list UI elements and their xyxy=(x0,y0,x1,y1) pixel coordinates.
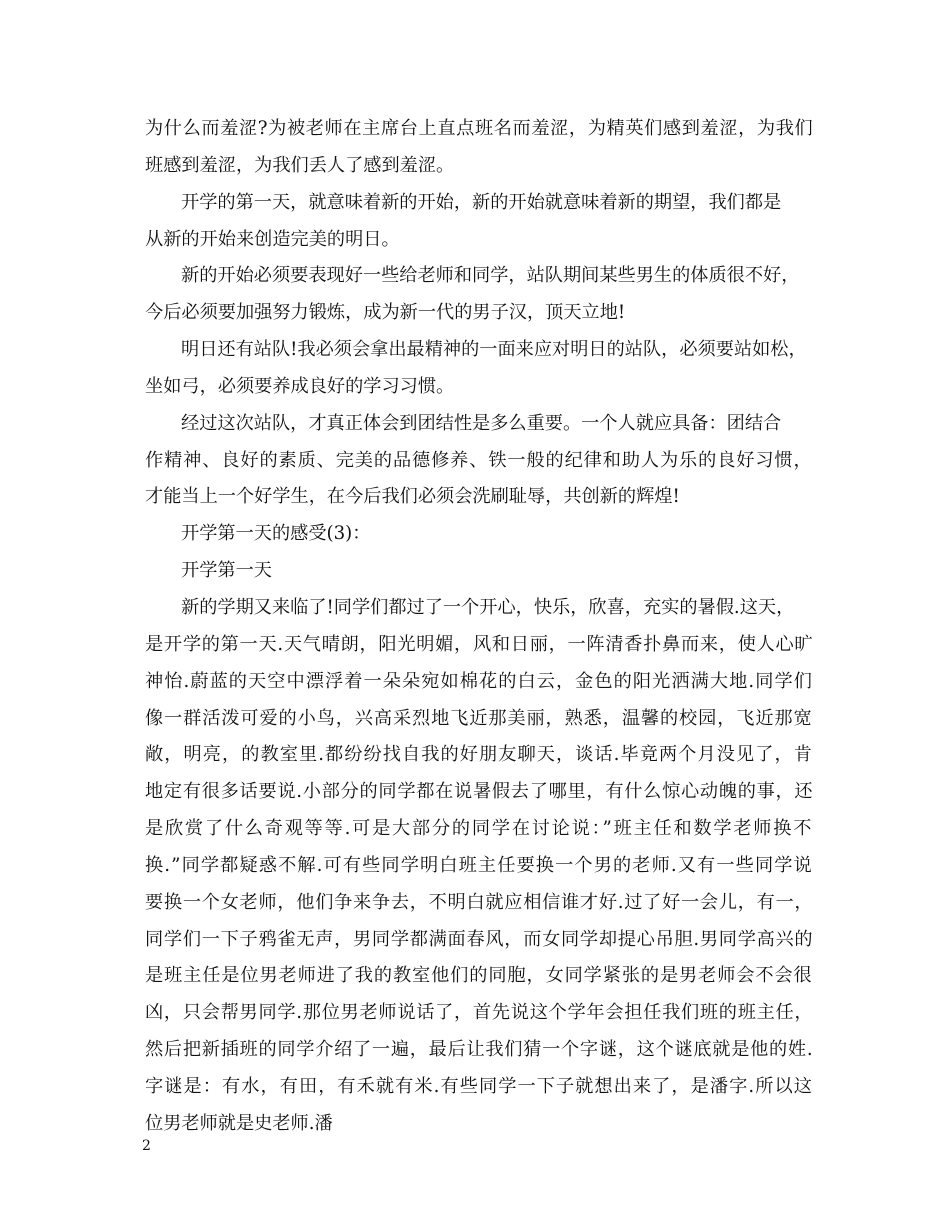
text-line: 新的学期又来临了!同学们都过了一个开心，快乐，欣喜，充实的暑假.这天， xyxy=(181,596,795,618)
text-line: 经过这次站队，才真正体会到团结性是多么重要。一个人就应具备：团结合 xyxy=(181,412,782,434)
text-line: 明日还有站队!我必须会拿出最精神的一面来应对明日的站队，必须要站如松， xyxy=(181,339,807,361)
text-line: 从新的开始来创造完美的明日。 xyxy=(145,228,400,250)
text-line: 像一群活泼可爱的小鸟，兴高采烈地飞近那美丽，熟悉，温馨的校园，飞近那宽 xyxy=(145,707,813,729)
body-text xyxy=(145,111,813,1143)
text-line: 同学们一下子鸦雀无声，男同学都满面春风，而女同学却提心吊胆.男同学高兴的 xyxy=(145,928,813,950)
text-line: 凶，只会帮男同学.那位男老师说话了，首先说这个学年会担任我们班的班主任， xyxy=(145,1002,813,1024)
text-line: 作精神、良好的素质、完美的品德修养、铁一般的纪律和助人为乐的良好习惯， xyxy=(145,449,813,471)
text-line: 地定有很多话要说.小部分的同学都在说暑假去了哪里，有什么惊心动魄的事，还 xyxy=(145,781,813,803)
page-number: 2 xyxy=(142,1138,151,1154)
text-line: 位男老师就是史老师.潘 xyxy=(145,1112,333,1134)
text-line: 开学第一天的感受(3)： xyxy=(181,523,371,545)
text-line: 是开学的第一天.天气晴朗，阳光明媚，风和日丽，一阵清香扑鼻而来，使人心旷 xyxy=(145,633,813,655)
text-line: 坐如弓，必须要养成良好的学习习惯。 xyxy=(145,375,455,397)
text-line: 班感到羞涩，为我们丢人了感到羞涩。 xyxy=(145,154,455,176)
text-line: 是欣赏了什么奇观等等.可是大部分的同学在讨论说：”班主任和数学老师换不 xyxy=(145,818,813,840)
text-line: 才能当上一个好学生，在今后我们必须会洗刷耻辱，共创新的辉煌! xyxy=(145,486,680,508)
text-line: 换.”同学都疑惑不解.可有些同学明白班主任要换一个男的老师.又有一些同学说 xyxy=(145,854,813,876)
text-line: 新的开始必须要表现好一些给老师和同学，站队期间某些男生的体质很不好， xyxy=(181,265,800,287)
text-line: 是班主任是位男老师进了我的教室他们的同胞，女同学紧张的是男老师会不会很 xyxy=(145,965,813,987)
text-line: 开学第一天 xyxy=(181,560,272,582)
text-line: 敞，明亮，的教室里.都纷纷找自我的好朋友聊天，谈话.毕竟两个月没见了，肯 xyxy=(145,744,813,766)
text-line: 字谜是：有水，有田，有禾就有米.有些同学一下子就想出来了，是潘字.所以这 xyxy=(145,1075,813,1097)
text-line: 为什么而羞涩?为被老师在主席台上直点班名而羞涩，为精英们感到羞涩，为我们 xyxy=(145,118,813,139)
text-line: 然后把新插班的同学介绍了一遍，最后让我们猜一个字谜，这个谜底就是他的姓. xyxy=(145,1039,813,1061)
text-line: 神怡.蔚蓝的天空中漂浮着一朵朵宛如棉花的白云，金色的阳光洒满大地.同学们 xyxy=(145,670,813,692)
text-line: 开学的第一天，就意味着新的开始，新的开始就意味着新的期望，我们都是 xyxy=(181,191,782,213)
text-line: 要换一个女老师，他们争来争去，不明白就应相信谁才好.过了好一会儿，有一， xyxy=(145,891,813,913)
text-line: 今后必须要加强努力锻炼，成为新一代的男子汉，顶天立地! xyxy=(145,302,626,324)
